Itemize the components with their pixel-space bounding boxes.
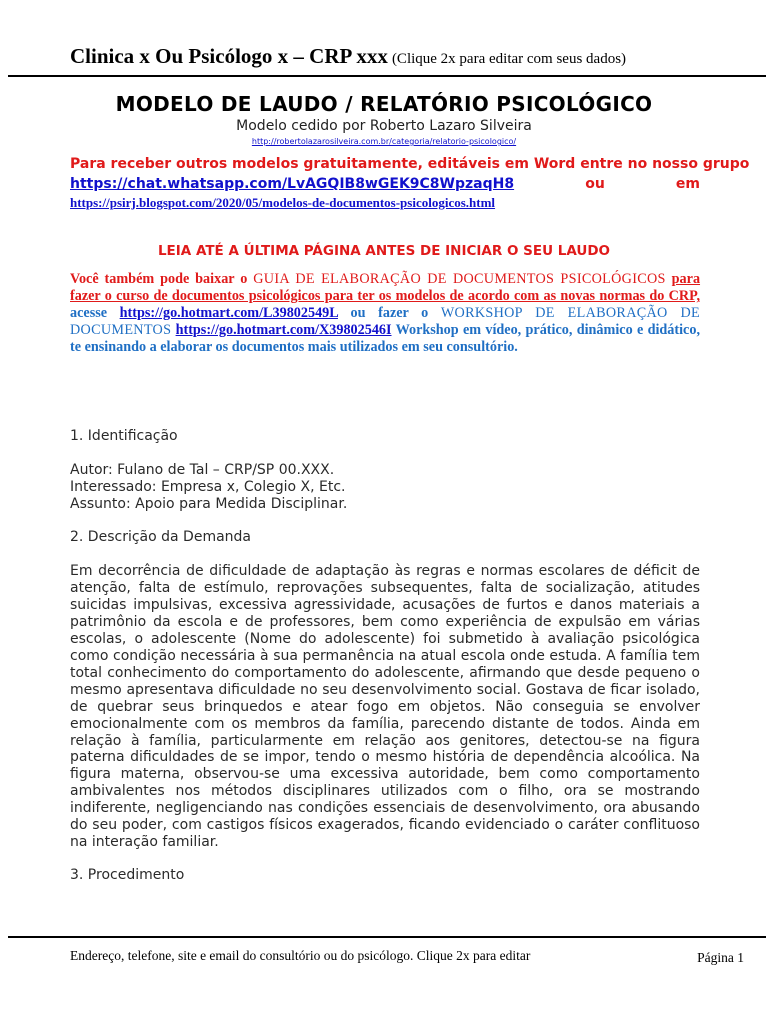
- section-3-heading: 3. Procedimento: [70, 867, 185, 883]
- blog-link[interactable]: https://psirj.blogspot.com/2020/05/modelos-de-documentos-psicologicos.html: [70, 195, 496, 210]
- promo-text: Para receber outros modelos gratuitamente, editáveis em Word entre no nosso grupo: [70, 156, 750, 172]
- blog-link-row: [70, 195, 700, 211]
- page-number: Página 1: [697, 950, 744, 965]
- header-title: Clinica x Ou Psicólogo x – CRP xxx: [70, 44, 388, 68]
- subject-line: Assunto: Apoio para Medida Disciplinar.: [70, 496, 348, 512]
- section-2-paragraph: Em decorrência de dificuldade de adaptação às regras e normas escolares de déficit de atenção, falta de estímulo, reprovações subsequentes, falta de socialização, atitudes suicidas impulsivas, excessiva agressividade, acusações de furtos e danos materiais a patrimônio da escola e de professores, bem como experiência de expulsão em várias escolas, o adolescente (Nome do adolescente) foi submetido à avaliação psicológica como condição necessária à sua permanência na atual escola onde estuda. A família tem total conhecimento do comportamento do adolescente, afirmando que desde pequeno o mesmo apresentava dificuldade no seu desenvolvimento social. Gostava de ficar isolado, de quebrar seus brinquedos e atear fogo em objetos. Não conseguia se envolver emocionalmente com os membros da família, parecendo distante de todos. Ainda em relação à família, particularmente em relação aos genitores, detectou-se na figura paterna dificuldades de se impor, tendo o mesmo história de dependência alcoólica. Na figura materna, observou-se uma excessiva autoridade, bem como comportamento ambivalentes nos métodos disciplinares utilizados com o filho, ora se mostrando indiferente, negligenciando nas condições essenciais de desenvolvimento, ora abusando do seu poder, com castigos físicos exagerados, ficando evidenciado o caráter conflituoso na interação familiar.: [70, 563, 700, 851]
- header-edit-note: (Clique 2x para editar com seus dados): [391, 51, 627, 67]
- document-subtitle: Modelo cedido por Roberto Lazaro Silveira: [236, 118, 532, 134]
- footer-text[interactable]: Endereço, telefone, site e email do consultório ou do psicólogo. Clique 2x para editar: [70, 948, 531, 963]
- guide-paragraph: [70, 271, 700, 356]
- workshop-description: Workshop em vídeo, prático, dinâmico e didático, te ensinando a elaborar os documentos mais utilizados em seu consultório.: [70, 322, 700, 355]
- workshop-name: WORKSHOP DE ELABORAÇÃO DE DOCUMENTOS: [70, 305, 700, 338]
- guide-name: GUIA DE ELABORAÇÃO DE DOCUMENTOS PSICOLÓGICOS: [253, 271, 666, 287]
- header-divider: [8, 75, 766, 77]
- promo-em: em: [675, 176, 700, 192]
- section-2-heading: 2. Descrição da Demanda: [70, 529, 251, 545]
- guide-ou-fazer: ou fazer o: [350, 305, 429, 321]
- author-line: Autor: Fulano de Tal – CRP/SP 00.XXX.: [70, 462, 335, 478]
- promo-ou: ou: [585, 176, 605, 192]
- read-warning: LEIA ATÉ A ÚLTIMA PÁGINA ANTES DE INICIAR O SEU LAUDO: [157, 243, 611, 259]
- page-header[interactable]: [70, 44, 626, 69]
- guide-text-2: para fazer o curso de documentos psicológicos para ter os modelos de acordo com as novas normas do CRP,: [70, 271, 701, 304]
- footer-divider: [8, 936, 766, 938]
- workshop-link[interactable]: https://go.hotmart.com/X39802546I: [175, 322, 392, 338]
- whatsapp-link[interactable]: https://chat.whatsapp.com/LvAGQIB8wGEK9C8WpzaqH8: [70, 176, 515, 192]
- source-link[interactable]: http://robertolazarosilveira.com.br/categoria/relatorio-psicologico/: [251, 137, 517, 146]
- document-title: MODELO DE LAUDO / RELATÓRIO PSICOLÓGICO: [115, 92, 653, 116]
- promo-links-row: [70, 176, 700, 192]
- guide-link[interactable]: https://go.hotmart.com/L39802549L: [119, 305, 338, 321]
- section-1-heading: 1. Identificação: [70, 428, 178, 444]
- guide-text-1: Você também pode baixar o: [70, 271, 248, 287]
- guide-acesse: acesse: [70, 305, 108, 321]
- interested-line: Interessado: Empresa x, Colegio X, Etc.: [70, 479, 346, 495]
